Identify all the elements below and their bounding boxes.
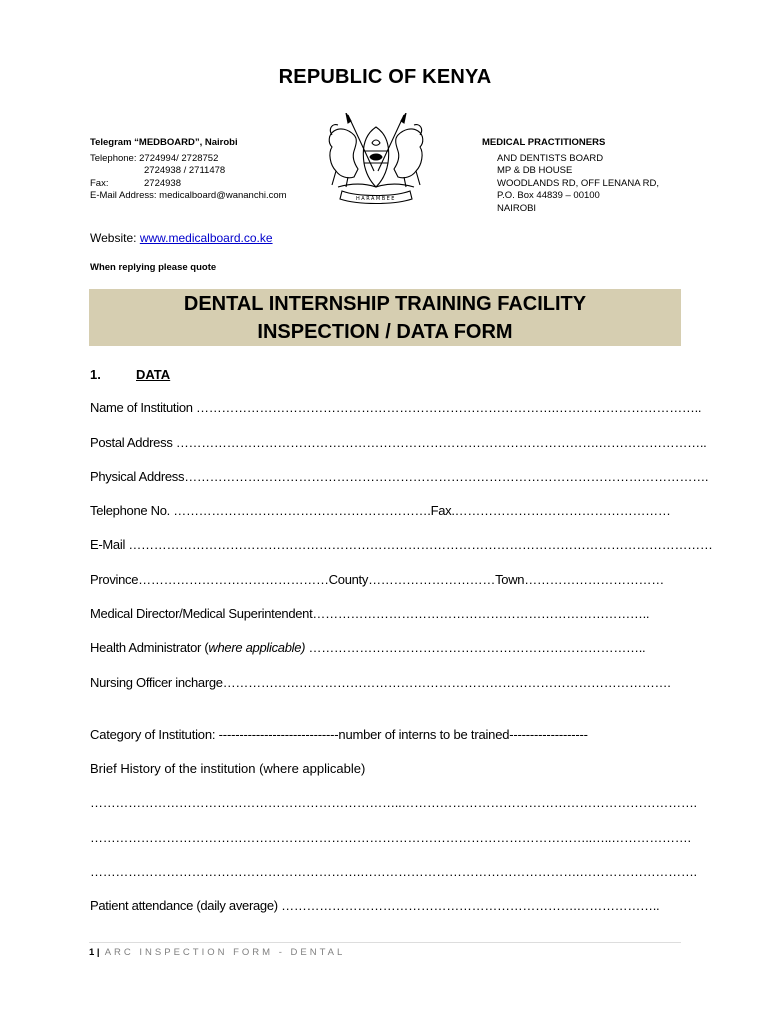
footer-text: ARC INSPECTION FORM - DENTAL (104, 947, 346, 958)
email-line: E-Mail Address: medicalboard@wananchi.com (90, 190, 287, 201)
form-title-line-2: INSPECTION / DATA FORM (257, 321, 513, 343)
fax-value: 2724938 (144, 177, 181, 189)
contact-block-right (482, 137, 659, 215)
page-footer (89, 947, 345, 958)
field-patient-attendance[interactable]: Patient attendance (daily average) …………………………………………………………….……………….. (90, 898, 660, 913)
field-institution-name[interactable]: Name of Institution ………………………………………………………………………….…………………………….. (90, 400, 702, 415)
fax-line (90, 178, 287, 191)
history-line-2[interactable]: ………………………………………………………………………………………………………..…..………………. (90, 830, 691, 845)
history-line-3[interactable]: ……………………………………………………….…………………………………………….………………………. (90, 864, 697, 879)
health-admin-label: Health Administrator ( (90, 640, 209, 655)
history-label: Brief History of the institution (where applicable) (90, 761, 366, 776)
field-email[interactable]: E-Mail ………………………………………………………………………………………………………………………… (90, 537, 713, 552)
field-category-interns[interactable]: Category of Institution: -----------------------------number of interns to be trained------------------- (90, 727, 588, 742)
field-telephone-fax[interactable]: Telephone No. …………………………………………………….Fax.…………………………………………… (90, 503, 671, 518)
health-admin-note: where applicable) (208, 640, 306, 655)
reply-note: When replying please quote (90, 262, 217, 273)
contact-block-left (90, 137, 287, 203)
field-postal-address[interactable]: Postal Address ……………………………………………………………………………………….…………………….. (90, 435, 707, 450)
board-name-line-2: AND DENTISTS BOARD (497, 152, 604, 164)
form-title-banner (89, 289, 681, 346)
address-po-box: P.O. Box 44839 – 00100 (497, 190, 600, 201)
form-title-line-1: DENTAL INTERNSHIP TRAINING FACILITY (183, 293, 587, 315)
field-health-administrator[interactable] (90, 640, 645, 655)
address-city: NAIROBI (497, 202, 537, 214)
health-admin-dots: …………………………………………………………………….. (305, 640, 646, 655)
website-label: Website: (90, 231, 137, 245)
kenya-coat-of-arms-icon (318, 113, 434, 205)
telephone-line-2 (90, 165, 287, 178)
footer-divider (89, 942, 681, 943)
emblem-motto: HARAMBEE (356, 196, 396, 202)
history-line-1[interactable]: ………………………………………………………………..……………………………………………………………. (90, 795, 697, 810)
field-physical-address[interactable]: Physical Address……………………………………………………………………………………………………………. (90, 469, 709, 484)
telephone-value-2: 2724938 / 2711478 (144, 165, 226, 176)
section-title: DATA (136, 367, 171, 382)
website-link[interactable]: www.medicalboard.co.ke (139, 231, 273, 245)
website-line (90, 231, 273, 245)
page-title: REPUBLIC OF KENYA (278, 66, 492, 88)
telegram-line: Telegram “MEDBOARD”, Nairobi (90, 137, 238, 148)
section-number: 1. (90, 367, 101, 382)
address-house: MP & DB HOUSE (497, 165, 573, 176)
address-road: WOODLANDS RD, OFF LENANA RD, (497, 177, 660, 189)
telephone-label: Telephone: (90, 152, 137, 164)
field-nursing-officer[interactable]: Nursing Officer incharge……………………………………………………………………………………………. (90, 675, 671, 690)
field-province-county-town[interactable]: Province………………………………………County…………………………Town…………………………… (90, 572, 664, 587)
fax-label: Fax: (90, 177, 109, 189)
board-name-line-1: MEDICAL PRACTITIONERS (482, 137, 606, 148)
telephone-value-1: 2724994/ 2728752 (139, 152, 219, 164)
telephone-line (90, 153, 287, 166)
field-medical-director[interactable]: Medical Director/Medical Superintendent…………………………………………………………………….. (90, 606, 650, 621)
page-number: 1 | (89, 947, 100, 958)
